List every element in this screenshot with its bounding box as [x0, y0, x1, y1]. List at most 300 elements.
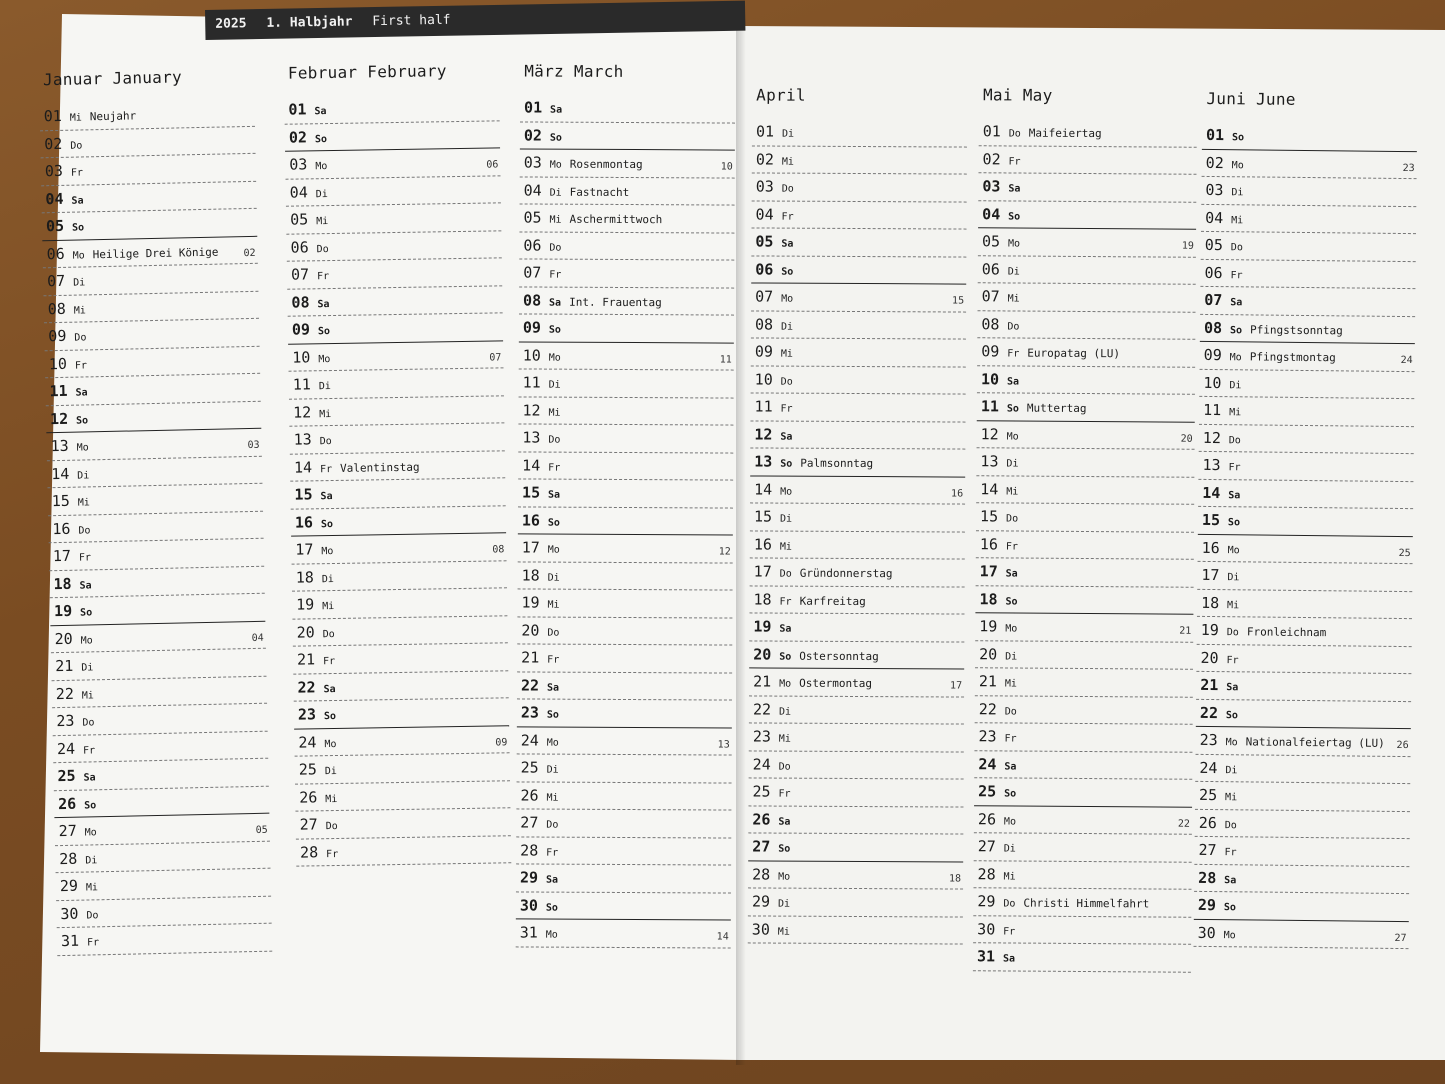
weekday-label: Do: [78, 524, 91, 537]
weekday-label: Do: [1230, 242, 1243, 254]
holiday-label: Aschermittwoch: [569, 212, 663, 227]
weekday-label: Mi: [777, 926, 790, 938]
day-row: [1198, 479, 1413, 509]
weekday-label: Sa: [549, 297, 562, 309]
day-number: 16: [52, 519, 71, 538]
holiday-label: Neujahr: [89, 109, 137, 124]
day-row: [1202, 149, 1417, 179]
day-row: [1195, 809, 1410, 839]
week-number: 15: [952, 295, 965, 307]
day-number: 10: [754, 369, 773, 389]
weekday-label: Mo: [315, 161, 328, 173]
day-row: [1201, 232, 1416, 262]
day-row: [974, 778, 1192, 807]
day-number: 19: [521, 593, 540, 612]
weekday-label: Mo: [548, 352, 561, 364]
weekday-label: Sa: [1226, 682, 1239, 694]
weekday-label: Fr: [326, 848, 339, 860]
day-number: 08: [981, 314, 1000, 333]
day-number: 12: [49, 409, 69, 428]
day-row: [977, 311, 1195, 340]
weekday-label: Do: [1006, 513, 1019, 525]
day-row: [1194, 864, 1409, 894]
day-row: [1199, 369, 1414, 399]
weekday-label: Do: [549, 242, 562, 254]
weekday-label: Mi: [325, 793, 338, 805]
day-number: 25: [298, 760, 317, 779]
day-row: [1197, 589, 1412, 619]
day-row: [1197, 562, 1412, 592]
day-row: [289, 396, 504, 427]
week-number: 09: [495, 736, 508, 748]
day-row: [296, 836, 511, 867]
day-number: 13: [1202, 455, 1221, 475]
weekday-label: Sa: [314, 106, 327, 118]
header-half-en: First half: [372, 12, 451, 30]
day-row: [519, 369, 734, 398]
day-row: [1196, 699, 1411, 729]
day-number: 12: [293, 402, 312, 422]
day-row: [749, 696, 964, 725]
weekday-label: Fr: [86, 937, 100, 949]
day-number: 05: [981, 232, 1001, 251]
day-number: 31: [519, 923, 538, 942]
month-march: [516, 61, 736, 948]
month-title: April: [756, 85, 806, 105]
day-number: 04: [1205, 208, 1224, 227]
day-number: 16: [294, 512, 314, 532]
day-row: [976, 503, 1194, 532]
month-may: [973, 85, 1197, 972]
weekday-label: Mi: [778, 733, 791, 745]
day-number: 26: [299, 787, 318, 807]
weekday-label: Sa: [75, 387, 88, 399]
holiday-label: Fronleichnam: [1246, 625, 1327, 640]
day-number: 05: [45, 216, 65, 236]
day-number: 07: [1204, 290, 1223, 310]
weekday-label: Mo: [1007, 238, 1021, 250]
weekday-label: Mo: [547, 544, 560, 556]
day-row: [519, 287, 734, 316]
day-number: 29: [977, 892, 996, 911]
day-number: 20: [979, 644, 998, 663]
weekday-label: Mi: [779, 541, 792, 553]
day-row: [978, 146, 1196, 175]
day-number: 21: [1200, 675, 1219, 695]
day-number: 13: [50, 436, 69, 456]
weekday-label: Di: [77, 469, 90, 482]
day-number: 25: [520, 758, 539, 777]
day-number: 09: [291, 320, 311, 339]
weekday-label: Fr: [82, 744, 96, 757]
day-number: 21: [753, 672, 772, 691]
day-number: 25: [57, 766, 76, 786]
day-number: 26: [1198, 813, 1217, 832]
weekday-label: So: [1227, 517, 1241, 529]
day-number: 03: [755, 177, 774, 196]
day-row: [977, 338, 1195, 367]
day-row: [1201, 177, 1416, 207]
day-row: [974, 723, 1192, 752]
day-number: 17: [1201, 565, 1220, 585]
weekday-label: Di: [781, 128, 795, 140]
weekday-label: Di: [548, 379, 561, 391]
day-row: [519, 232, 734, 261]
day-row: [517, 644, 732, 673]
day-number: 04: [45, 189, 64, 208]
day-row: [976, 476, 1194, 505]
day-number: 23: [297, 705, 317, 724]
day-number: 28: [59, 849, 78, 868]
day-row: [751, 228, 966, 257]
weekday-label: Do: [781, 183, 794, 195]
day-row: [1199, 424, 1414, 454]
holiday-label: Gründonnerstag: [799, 566, 893, 581]
day-number: 02: [1205, 153, 1224, 172]
day-row: [751, 366, 966, 395]
weekday-label: Mo: [545, 929, 558, 941]
day-row: [976, 531, 1194, 560]
month-june: [1194, 89, 1418, 949]
week-number: 26: [1396, 739, 1409, 752]
day-number: 15: [51, 491, 71, 511]
day-row: [974, 751, 1192, 780]
day-number: 20: [1200, 648, 1219, 667]
weekday-label: So: [323, 710, 337, 723]
weekday-label: So: [80, 607, 93, 619]
weekday-label: Fr: [1228, 462, 1241, 474]
week-number: 06: [486, 159, 499, 171]
day-number: 15: [1201, 510, 1221, 530]
day-row: [293, 643, 508, 674]
weekday-label: Sa: [550, 104, 563, 116]
day-row: [978, 201, 1196, 230]
day-row: [285, 148, 500, 179]
week-number: 13: [717, 738, 730, 751]
day-row: [752, 146, 967, 175]
day-number: 28: [299, 842, 319, 862]
weekday-label: Sa: [1224, 874, 1237, 886]
week-number: 05: [255, 824, 268, 836]
day-number: 14: [1202, 483, 1221, 502]
day-row: [975, 668, 1193, 697]
day-number: 15: [522, 483, 541, 502]
day-row: [748, 778, 963, 807]
weekday-label: Mi: [1227, 599, 1240, 611]
day-row: [1201, 204, 1416, 234]
weekday-label: So: [314, 133, 328, 145]
day-row: [751, 283, 966, 312]
weekday-label: So: [84, 799, 97, 812]
day-row: [516, 809, 731, 838]
day-row: [518, 534, 733, 563]
weekday-label: Fr: [546, 847, 559, 859]
day-number: 07: [523, 263, 542, 282]
day-row: [978, 173, 1196, 202]
weekday-label: Di: [73, 277, 86, 289]
day-row: [1198, 534, 1413, 564]
weekday-label: Di: [547, 572, 560, 584]
weekday-label: Do: [1004, 705, 1017, 718]
day-number: 11: [1203, 400, 1222, 420]
weekday-label: Di: [549, 187, 562, 199]
day-row: [749, 723, 964, 752]
weekday-label: Do: [779, 568, 792, 580]
weekday-label: So: [317, 326, 331, 338]
week-number: 10: [720, 161, 733, 173]
day-row: [517, 699, 732, 728]
day-number: 05: [290, 210, 309, 229]
day-row: [975, 613, 1193, 642]
weekday-label: Sa: [778, 816, 791, 828]
day-number: 21: [521, 648, 540, 667]
day-number: 08: [523, 290, 542, 310]
day-number: 27: [752, 837, 771, 856]
weekday-label: Sa: [781, 238, 794, 250]
holiday-label: Heilige Drei Könige: [92, 245, 219, 261]
weekday-label: Fr: [1005, 540, 1018, 553]
day-row: [1194, 919, 1409, 949]
day-number: 02: [523, 125, 543, 145]
holiday-label: Maifeiertag: [1028, 126, 1102, 141]
day-number: 19: [53, 601, 73, 621]
day-row: [751, 201, 966, 230]
weekday-label: So: [1231, 132, 1245, 144]
day-row: [288, 341, 503, 372]
day-row: [748, 888, 963, 917]
weekday-label: So: [1004, 788, 1017, 800]
day-number: 24: [520, 730, 539, 750]
day-row: [752, 173, 967, 202]
day-row: [295, 753, 510, 784]
weekday-label: Fr: [74, 359, 88, 372]
day-number: 06: [290, 237, 309, 257]
weekday-label: Mi: [69, 112, 82, 124]
weekday-label: Mo: [1006, 430, 1019, 443]
weekday-label: Di: [1006, 458, 1019, 470]
holiday-label: Karfreitag: [799, 594, 866, 608]
weekday-label: Mo: [1231, 159, 1244, 171]
holiday-label: Pfingstsonntag: [1249, 322, 1343, 337]
day-number: 11: [754, 397, 773, 416]
weekday-label: Fr: [316, 271, 330, 283]
day-number: 27: [58, 821, 77, 841]
weekday-label: Mo: [321, 546, 334, 558]
day-row: [748, 861, 963, 890]
weekday-label: Mi: [322, 601, 335, 613]
holiday-label: Christi Himmelfahrt: [1023, 896, 1150, 911]
weekday-label: Do: [546, 819, 559, 831]
weekday-label: Do: [82, 717, 95, 729]
day-row: [975, 696, 1193, 725]
day-number: 09: [48, 326, 67, 346]
week-number: 25: [1398, 547, 1411, 559]
day-row: [749, 641, 964, 670]
weekday-label: Di: [315, 188, 328, 200]
day-number: 07: [981, 287, 1000, 306]
day-number: 22: [1199, 703, 1219, 722]
weekday-label: So: [1006, 403, 1019, 415]
weekday-label: Sa: [83, 772, 96, 784]
weekday-label: Sa: [320, 491, 333, 503]
day-number: 30: [977, 919, 996, 938]
day-number: 01: [1205, 125, 1225, 145]
day-number: 30: [519, 895, 539, 915]
day-number: 10: [292, 347, 311, 367]
day-number: 23: [56, 711, 75, 731]
weekday-label: Di: [81, 662, 94, 674]
weekday-label: Mi: [781, 156, 794, 168]
day-number: 28: [752, 864, 771, 884]
day-row: [977, 421, 1195, 450]
day-row: [976, 558, 1194, 587]
day-number: 19: [753, 617, 772, 636]
day-row: [749, 586, 964, 615]
weekday-label: Mo: [781, 293, 794, 305]
day-row: [751, 338, 966, 367]
day-row: [516, 782, 731, 811]
day-number: 29: [59, 876, 79, 896]
weekday-label: Mo: [76, 442, 89, 454]
weekday-label: So: [547, 517, 560, 529]
weekday-label: Di: [546, 764, 559, 776]
day-number: 26: [977, 809, 997, 828]
day-row: [1196, 644, 1411, 674]
day-number: 09: [754, 342, 773, 361]
week-number: 21: [1179, 625, 1192, 637]
day-number: 09: [981, 342, 1000, 361]
day-number: 10: [980, 369, 1000, 388]
day-row: [517, 727, 732, 756]
weekday-label: Do: [548, 434, 561, 446]
day-number: 04: [289, 182, 308, 202]
day-number: 10: [1203, 373, 1222, 392]
day-number: 12: [980, 424, 999, 443]
day-number: 04: [523, 180, 542, 200]
day-row: [749, 613, 964, 642]
holiday-label: Rosenmontag: [569, 157, 643, 172]
day-number: 24: [56, 739, 76, 758]
day-number: 03: [982, 177, 1001, 196]
day-row: [287, 286, 502, 317]
day-number: 07: [46, 271, 66, 291]
day-row: [973, 916, 1191, 945]
weekday-label: So: [546, 709, 559, 721]
day-number: 05: [1204, 235, 1224, 255]
day-number: 29: [520, 868, 539, 887]
day-row: [975, 641, 1193, 670]
weekday-label: Mi: [780, 348, 793, 360]
day-number: 19: [1200, 620, 1219, 640]
day-number: 17: [979, 562, 998, 581]
holiday-label: Palmsonntag: [800, 456, 874, 471]
week-number: 20: [1180, 433, 1193, 445]
weekday-label: Sa: [323, 683, 336, 695]
day-number: 03: [523, 153, 542, 172]
day-row: [973, 943, 1191, 972]
day-number: 16: [753, 534, 772, 554]
weekday-label: Fr: [780, 403, 793, 415]
weekday-label: Sa: [71, 194, 84, 207]
weekday-label: Mo: [546, 737, 559, 749]
day-number: 16: [979, 534, 999, 553]
day-number: 24: [752, 754, 771, 774]
day-number: 22: [978, 699, 997, 718]
day-number: 14: [980, 479, 999, 498]
day-number: 11: [49, 381, 68, 401]
day-row: [973, 888, 1191, 917]
holiday-label: Ostermontag: [799, 676, 873, 691]
day-number: 16: [1201, 538, 1220, 557]
day-row: [292, 616, 507, 647]
day-number: 17: [52, 546, 72, 566]
day-number: 20: [296, 622, 315, 642]
day-row: [294, 698, 509, 729]
day-number: 18: [53, 574, 72, 593]
day-number: 25: [1199, 785, 1218, 805]
week-number: 18: [949, 872, 962, 885]
day-row: [519, 314, 734, 343]
day-number: 17: [295, 540, 314, 559]
weekday-label: Fr: [1008, 155, 1021, 168]
week-number: 08: [492, 544, 505, 556]
weekday-label: So: [781, 266, 794, 278]
week-number: 12: [718, 546, 731, 558]
day-number: 28: [977, 864, 996, 883]
day-number: 15: [294, 485, 313, 504]
day-number: 18: [753, 589, 772, 609]
day-number: 06: [46, 244, 65, 263]
weekday-label: Di: [85, 854, 98, 867]
day-row: [750, 558, 965, 587]
weekday-label: So: [778, 843, 791, 855]
day-number: 05: [755, 232, 774, 251]
day-row: [518, 397, 733, 426]
weekday-label: Di: [1229, 379, 1242, 391]
day-number: 15: [980, 507, 999, 526]
day-number: 03: [44, 161, 64, 181]
weekday-label: Fr: [70, 167, 84, 179]
day-number: 26: [520, 785, 539, 805]
weekday-label: Mo: [1005, 623, 1018, 635]
weekday-label: Mi: [77, 497, 90, 509]
week-number: 22: [1177, 818, 1190, 830]
weekday-label: Fr: [323, 656, 336, 668]
weekday-label: So: [545, 902, 558, 914]
day-row: [749, 668, 964, 697]
weekday-label: Di: [321, 573, 334, 585]
day-row: [1202, 122, 1417, 152]
day-row: [293, 671, 508, 702]
weekday-label: Do: [319, 436, 332, 448]
weekday-label: Di: [1007, 265, 1020, 278]
weekday-label: Mi: [548, 407, 561, 419]
holiday-label: Valentinstag: [340, 460, 420, 475]
day-number: 27: [520, 813, 539, 832]
weekday-label: Sa: [317, 298, 330, 310]
day-number: 12: [522, 400, 541, 420]
day-row: [1200, 287, 1415, 317]
weekday-label: Do: [74, 332, 87, 344]
day-number: 23: [752, 727, 771, 746]
weekday-label: Sa: [79, 579, 92, 592]
day-row: [291, 506, 506, 537]
weekday-label: Mi: [319, 408, 332, 420]
weekday-label: Mo: [72, 249, 85, 262]
day-number: 13: [293, 430, 312, 449]
day-number: 23: [520, 703, 540, 722]
day-number: 24: [978, 754, 997, 773]
